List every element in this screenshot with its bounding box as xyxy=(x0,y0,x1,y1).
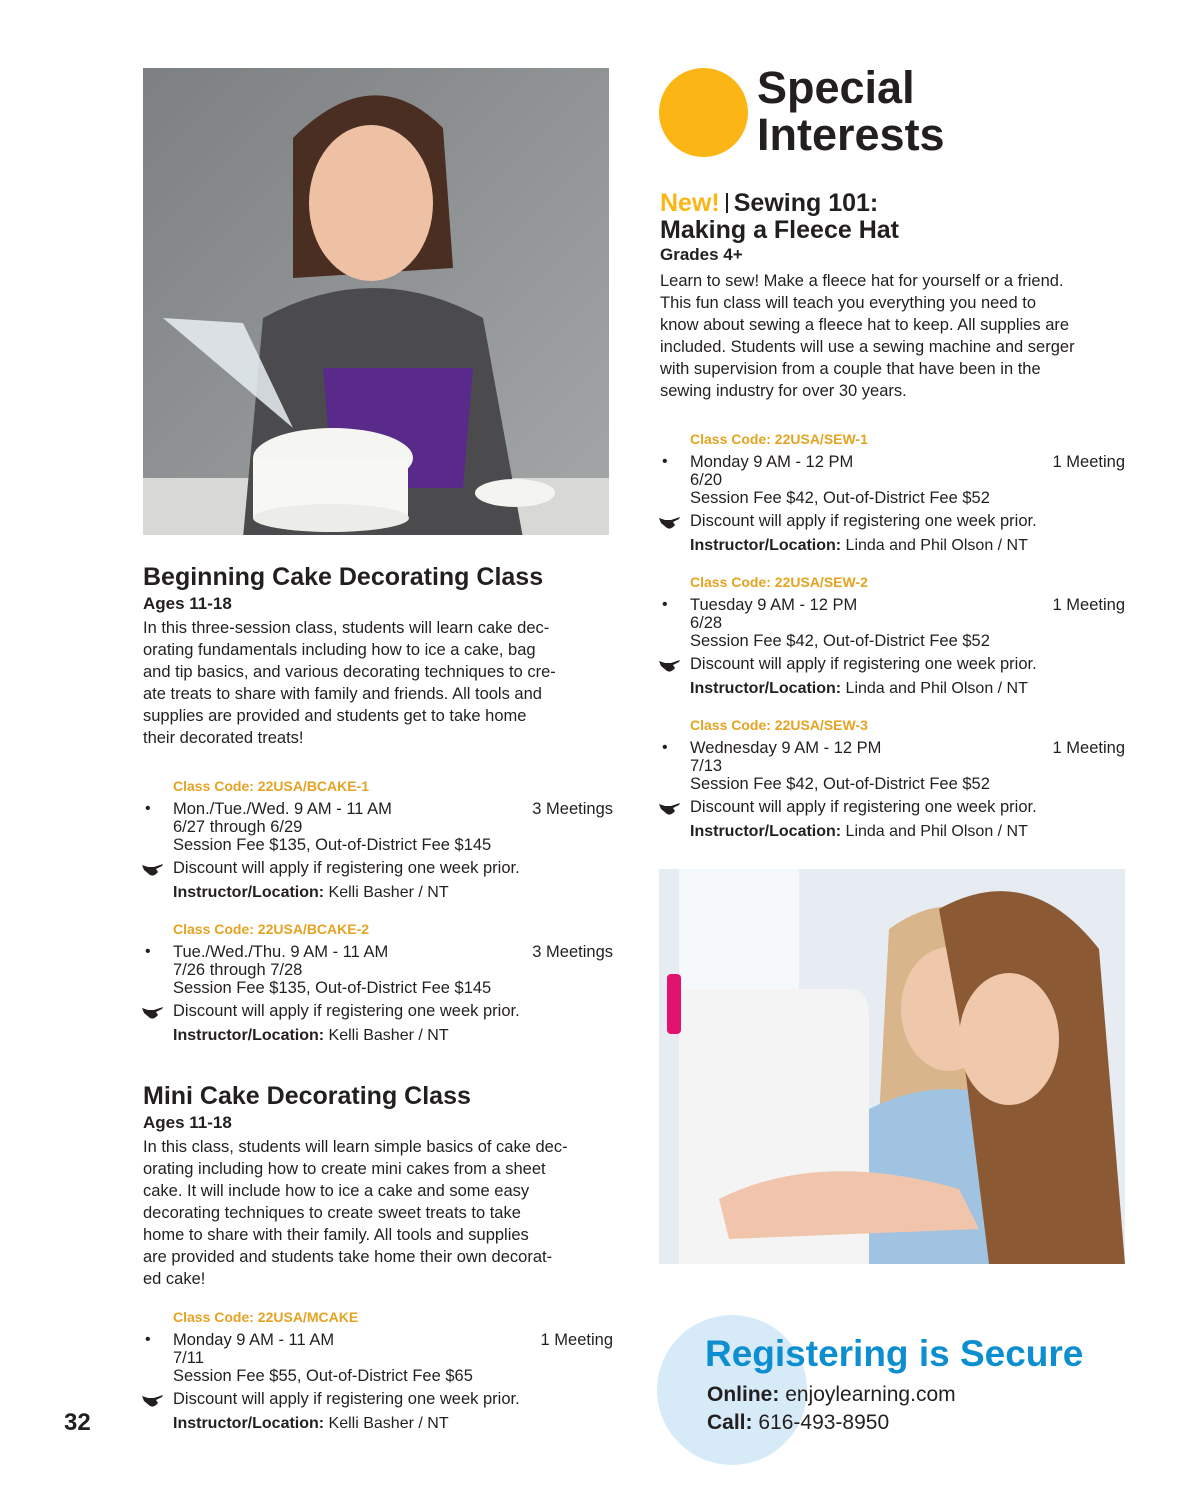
online-link[interactable]: enjoylearning.com xyxy=(785,1383,956,1406)
discount-note xyxy=(173,1388,613,1410)
session-days: Wednesday 9 AM - 12 PM xyxy=(690,739,882,757)
session-dates: 6/28 xyxy=(690,614,723,632)
desc-line: Learn to sew! Make a fleece hat for yourself or a friend. xyxy=(660,272,1064,290)
desc-line: sewing industry for over 30 years. xyxy=(660,382,907,400)
class-code: Class Code: 22USA/MCAKE xyxy=(173,1309,359,1325)
register-online xyxy=(707,1382,956,1408)
bullet-icon: • xyxy=(662,453,668,470)
class-description xyxy=(143,1136,613,1290)
session-days-row xyxy=(662,453,1125,471)
title-separator xyxy=(726,193,728,213)
register-call xyxy=(707,1410,889,1436)
desc-line: supplies are provided and students get to take home xyxy=(143,707,527,725)
session-days-row xyxy=(145,800,613,818)
instructor-value: Kelli Basher / NT xyxy=(324,1415,449,1432)
class-description xyxy=(143,617,613,749)
session-block xyxy=(143,1308,613,1435)
bullet-icon: • xyxy=(145,800,151,817)
pointing-hand-icon xyxy=(659,516,681,530)
session-days-row xyxy=(662,596,1125,614)
discount-note xyxy=(690,510,1125,532)
desc-line: and tip basics, and various decorating techniques to cre- xyxy=(143,663,556,681)
pointing-hand-icon xyxy=(659,659,681,673)
instructor-location xyxy=(173,1413,613,1435)
discount-note xyxy=(173,857,613,879)
session-dates: 7/26 through 7/28 xyxy=(173,961,303,979)
instructor-value: Kelli Basher / NT xyxy=(324,1027,449,1044)
section-title-line2: Interests xyxy=(757,109,945,160)
desc-line: home to share with their family. All tools and supplies xyxy=(143,1226,529,1244)
session-fee: Session Fee $42, Out-of-District Fee $52 xyxy=(690,775,990,793)
session-days: Monday 9 AM - 12 PM xyxy=(690,453,854,471)
session-meetings: 1 Meeting xyxy=(1052,453,1125,471)
desc-line: ed cake! xyxy=(143,1270,206,1288)
desc-line: ate treats to share with family and friends. All tools and xyxy=(143,685,542,703)
desc-line: cake. It will include how to ice a cake and some easy xyxy=(143,1182,530,1200)
class-code: Class Code: 22USA/SEW-1 xyxy=(690,431,868,447)
call-label: Call: xyxy=(707,1411,753,1434)
session-days: Tuesday 9 AM - 12 PM xyxy=(690,596,858,614)
discount-note xyxy=(173,1000,613,1022)
right-column xyxy=(660,190,1130,843)
discount-text: Discount will apply if registering one week prior. xyxy=(173,1002,520,1020)
discount-note xyxy=(690,653,1125,675)
register-title: Registering is Secure xyxy=(705,1333,1084,1374)
sewing-photo xyxy=(659,869,1125,1264)
bullet-icon: • xyxy=(662,596,668,613)
session-block xyxy=(143,777,613,904)
instructor-value: Linda and Phil Olson / NT xyxy=(841,537,1028,554)
desc-line: know about sewing a fleece hat to keep. All supplies are xyxy=(660,316,1070,334)
pointing-hand-icon xyxy=(142,1394,164,1408)
session-days: Monday 9 AM - 11 AM xyxy=(173,1331,335,1349)
session-days: Mon./Tue./Wed. 9 AM - 11 AM xyxy=(173,800,392,818)
class-code: Class Code: 22USA/SEW-3 xyxy=(690,717,868,733)
session-days-row xyxy=(662,739,1125,757)
class-grades: Grades 4+ xyxy=(660,245,743,264)
desc-line: their decorated treats! xyxy=(143,729,304,747)
session-meetings: 1 Meeting xyxy=(540,1331,613,1349)
instructor-value: Linda and Phil Olson / NT xyxy=(841,680,1028,697)
page-number: 32 xyxy=(64,1409,91,1436)
desc-line: This fun class will teach you everything you need to xyxy=(660,294,1037,312)
discount-note xyxy=(690,796,1125,818)
instructor-location xyxy=(173,882,613,904)
bullet-icon: • xyxy=(145,943,151,960)
session-meetings: 1 Meeting xyxy=(1052,739,1125,757)
desc-line: orating including how to create mini cakes from a sheet xyxy=(143,1160,546,1178)
instructor-label: Instructor/Location: xyxy=(173,1027,325,1044)
pointing-hand-icon xyxy=(659,802,681,816)
session-block xyxy=(660,573,1125,700)
section-title xyxy=(757,64,945,158)
instructor-location xyxy=(690,678,1125,700)
section-logo-circle xyxy=(659,68,748,157)
class-description xyxy=(660,270,1130,402)
class-code: Class Code: 22USA/SEW-2 xyxy=(690,574,868,590)
instructor-location xyxy=(690,535,1125,557)
session-fee: Session Fee $135, Out-of-District Fee $145 xyxy=(173,979,492,997)
online-label: Online: xyxy=(707,1383,780,1406)
class-code: Class Code: 22USA/BCAKE-1 xyxy=(173,778,370,794)
instructor-label: Instructor/Location: xyxy=(173,1415,325,1432)
cake-decorating-photo xyxy=(143,68,609,535)
instructor-location xyxy=(690,821,1125,843)
instructor-label: Instructor/Location: xyxy=(690,823,842,840)
session-days: Tue./Wed./Thu. 9 AM - 11 AM xyxy=(173,943,389,961)
session-meetings: 1 Meeting xyxy=(1052,596,1125,614)
class-title: Mini Cake Decorating Class xyxy=(143,1082,471,1110)
instructor-label: Instructor/Location: xyxy=(690,680,842,697)
class-code: Class Code: 22USA/BCAKE-2 xyxy=(173,921,370,937)
phone-number[interactable]: 616-493-8950 xyxy=(758,1411,890,1434)
instructor-label: Instructor/Location: xyxy=(173,884,325,901)
session-block xyxy=(660,430,1125,557)
session-fee: Session Fee $55, Out-of-District Fee $65 xyxy=(173,1367,473,1385)
bullet-icon: • xyxy=(662,739,668,756)
session-meetings: 3 Meetings xyxy=(532,943,613,961)
discount-text: Discount will apply if registering one week prior. xyxy=(173,1390,520,1408)
discount-text: Discount will apply if registering one week prior. xyxy=(690,512,1037,530)
class-ages: Ages 11-18 xyxy=(143,1113,232,1132)
desc-line: are provided and students take home their own decorat- xyxy=(143,1248,553,1266)
instructor-value: Kelli Basher / NT xyxy=(324,884,449,901)
pointing-hand-icon xyxy=(142,863,164,877)
sewing-title-line1 xyxy=(660,190,1130,217)
sewing-title-line2: Making a Fleece Hat xyxy=(660,216,899,244)
session-dates: 7/13 xyxy=(690,757,723,775)
session-block xyxy=(660,716,1125,843)
session-dates: 6/20 xyxy=(690,471,723,489)
session-fee: Session Fee $135, Out-of-District Fee $145 xyxy=(173,836,492,854)
desc-line: orating fundamentals including how to ice a cake, bag xyxy=(143,641,536,659)
discount-text: Discount will apply if registering one week prior. xyxy=(690,798,1037,816)
class-title: Beginning Cake Decorating Class xyxy=(143,563,544,591)
instructor-value: Linda and Phil Olson / NT xyxy=(841,823,1028,840)
session-fee: Session Fee $42, Out-of-District Fee $52 xyxy=(690,632,990,650)
left-column xyxy=(143,562,613,1435)
bullet-icon: • xyxy=(145,1331,151,1348)
session-days-row xyxy=(145,943,613,961)
desc-line: included. Students will use a sewing machine and serger xyxy=(660,338,1075,356)
desc-line: In this class, students will learn simple basics of cake dec- xyxy=(143,1138,568,1156)
desc-line: In this three-session class, students will learn cake dec- xyxy=(143,619,550,637)
session-days-row xyxy=(145,1331,613,1349)
desc-line: decorating techniques to create sweet treats to take xyxy=(143,1204,521,1222)
class-ages: Ages 11-18 xyxy=(143,594,232,613)
instructor-label: Instructor/Location: xyxy=(690,537,842,554)
discount-text: Discount will apply if registering one week prior. xyxy=(173,859,520,877)
session-block xyxy=(143,920,613,1047)
session-dates: 6/27 through 6/29 xyxy=(173,818,303,836)
discount-text: Discount will apply if registering one week prior. xyxy=(690,655,1037,673)
sewing-title-text: Sewing 101: xyxy=(733,189,879,217)
session-meetings: 3 Meetings xyxy=(532,800,613,818)
session-dates: 7/11 xyxy=(173,1349,204,1367)
section-title-line1: Special xyxy=(757,62,915,113)
session-fee: Session Fee $42, Out-of-District Fee $52 xyxy=(690,489,990,507)
instructor-location xyxy=(173,1025,613,1047)
new-badge: New! xyxy=(660,189,720,217)
pointing-hand-icon xyxy=(142,1006,164,1020)
desc-line: with supervision from a couple that have been in the xyxy=(660,360,1041,378)
